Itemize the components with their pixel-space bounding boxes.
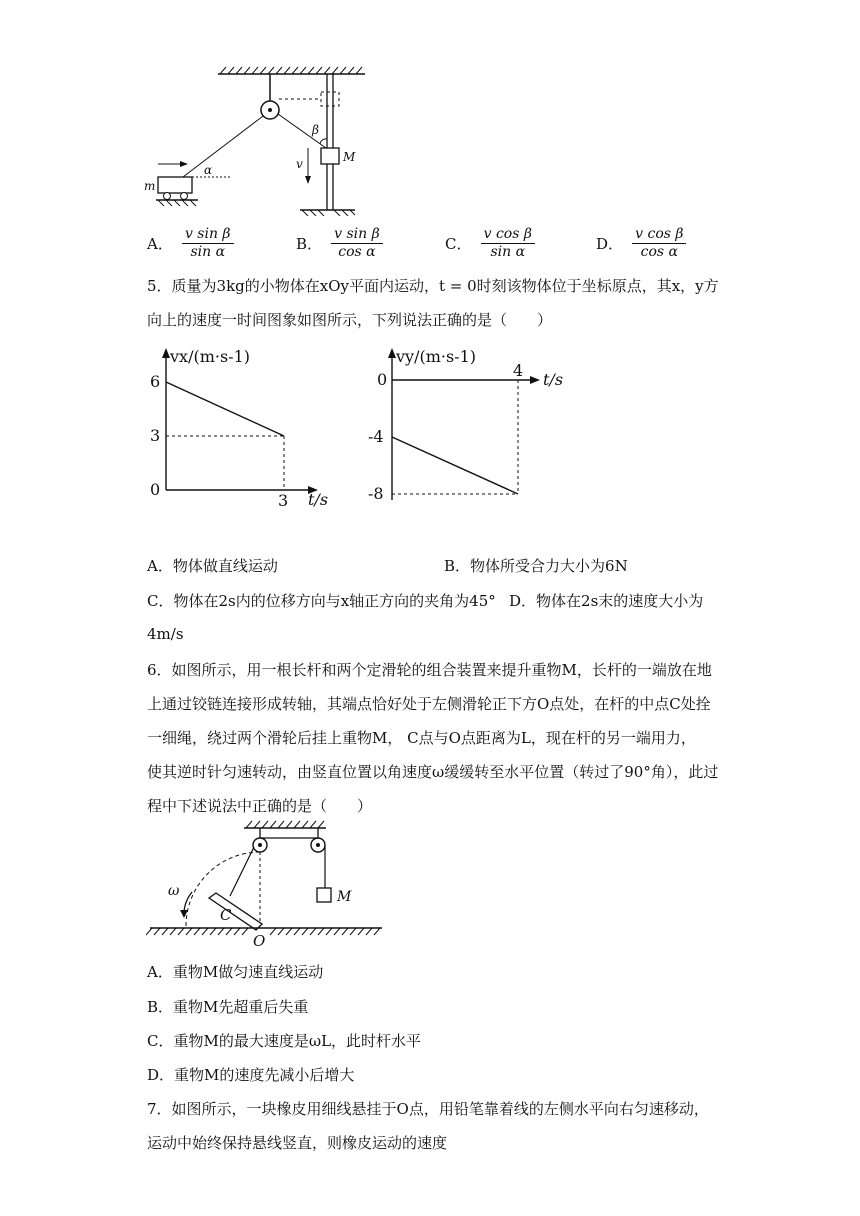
vx-y-arrow-icon [162, 348, 170, 358]
vy-x-arrow-icon [530, 376, 540, 384]
rod [209, 893, 262, 930]
frac-denominator: cos α [640, 244, 678, 260]
option-letter: B． [296, 235, 323, 253]
q5-option-d-cont: 4m/s [147, 625, 184, 643]
q4-figure [140, 66, 370, 216]
vy-chart [368, 340, 588, 515]
q6-stem-line5: 程中下述说法中正确的是（ ） [147, 797, 373, 815]
q5-option-c[interactable]: C．物体在2s内的位移方向与x轴正方向的夹角为45° [147, 592, 496, 610]
vy-y-arrow-icon [388, 348, 396, 358]
push-arrow-icon [180, 161, 188, 167]
fig4-v-label: v [296, 157, 303, 171]
q4-option-a[interactable] [147, 226, 234, 261]
q5-option-a[interactable]: A．物体做直线运动 [147, 557, 278, 575]
frac-numerator: v sin β [182, 226, 234, 244]
frac-denominator: sin α [490, 244, 526, 260]
vx-ytick-label: 3 [150, 426, 161, 445]
q5-option-b[interactable]: B．物体所受合力大小为6N [444, 557, 628, 575]
fig4-beta-label: β [312, 123, 319, 137]
q6-fig-M-label: M [337, 889, 352, 905]
option-letter: D． [596, 235, 624, 253]
frac-numerator: v cos β [481, 226, 535, 244]
option-letter: A． [147, 235, 173, 253]
velocity-arrow-icon [305, 176, 311, 184]
q4-option-d[interactable] [596, 226, 686, 261]
q6-option-b[interactable]: B．重物M先超重后失重 [147, 998, 309, 1016]
q4-option-c[interactable] [445, 226, 535, 261]
vx-xtick-label: 3 [278, 491, 289, 510]
q6-figure [146, 820, 386, 950]
vx-ytick-label: 6 [150, 372, 161, 391]
vy-xlabel: t/s [543, 370, 564, 389]
q7-stem-line1: 7．如图所示，一块橡皮用细线悬挂于O点，用铅笔靠着线的左侧水平向右匀速移动， [147, 1100, 709, 1118]
vy-series-line [392, 437, 518, 494]
vx-chart [144, 340, 354, 515]
q5-stem-line1: 5．质量为3kg的小物体在xOy平面内运动，t = 0时刻该物体位于坐标原点，其x，y方 [147, 277, 719, 295]
q6-stem-line4: 使其逆时针匀速转动，由竖直位置以角速度ω缓缓转至水平位置（转过了90°角），此过 [147, 763, 719, 781]
q4-option-b[interactable] [296, 226, 383, 261]
cart-m [158, 177, 192, 193]
q6-stem-line3: 一细绳，绕过两个滑轮后挂上重物M， C点与O点距离为L，现在杆的另一端用力， [147, 729, 696, 747]
q6-stem-line2: 上通过铰链连接形成转轴，其端点恰好处于左侧滑轮正下方O点处，在杆的中点C处拴 [147, 695, 711, 713]
vy-ytick-label: 0 [377, 370, 388, 389]
mass-M-box [317, 888, 331, 902]
q6-option-d[interactable]: D．重物M的速度先减小后增大 [147, 1066, 355, 1084]
q7-stem-line2: 运动中始终保持悬线竖直，则橡皮运动的速度 [147, 1134, 448, 1152]
q6-option-a[interactable]: A．重物M做匀速直线运动 [147, 963, 324, 981]
fig4-m-label: m [144, 179, 156, 193]
frac-numerator: v cos β [632, 226, 686, 244]
vx-ylabel: vx/(m·s-1) [170, 347, 250, 366]
option-letter: C． [445, 235, 472, 253]
frac-denominator: sin α [190, 244, 226, 260]
vy-xtick-label: 4 [513, 361, 524, 380]
q6-fig-O-label: O [253, 932, 266, 950]
q6-fig-omega-label: ω [168, 883, 180, 899]
frac-denominator: cos α [338, 244, 376, 260]
mass-M-box [321, 148, 339, 164]
frac-numerator: v sin β [331, 226, 383, 244]
q6-stem-line1: 6．如图所示，用一根长杆和两个定滑轮的组合装置来提升重物M，长杆的一端放在地 [147, 661, 712, 679]
vx-ytick-label: 0 [150, 480, 161, 499]
vy-ytick-label: -4 [368, 427, 384, 446]
vx-series-line [166, 382, 284, 436]
q5-option-d[interactable]: D．物体在2s末的速度大小为 [509, 592, 704, 610]
vx-xlabel: t/s [308, 490, 329, 509]
q5-stem-line2: 向上的速度一时间图象如图所示，下列说法正确的是（ ） [147, 311, 553, 329]
fig4-alpha-label: α [204, 163, 213, 177]
vy-ylabel: vy/(m·s-1) [396, 347, 477, 366]
fig4-M-label: M [343, 150, 356, 164]
vy-ytick-label: -8 [368, 484, 384, 503]
q6-option-c[interactable]: C．重物M的最大速度是ωL，此时杆水平 [147, 1032, 422, 1050]
q6-fig-C-label: C [220, 906, 232, 924]
